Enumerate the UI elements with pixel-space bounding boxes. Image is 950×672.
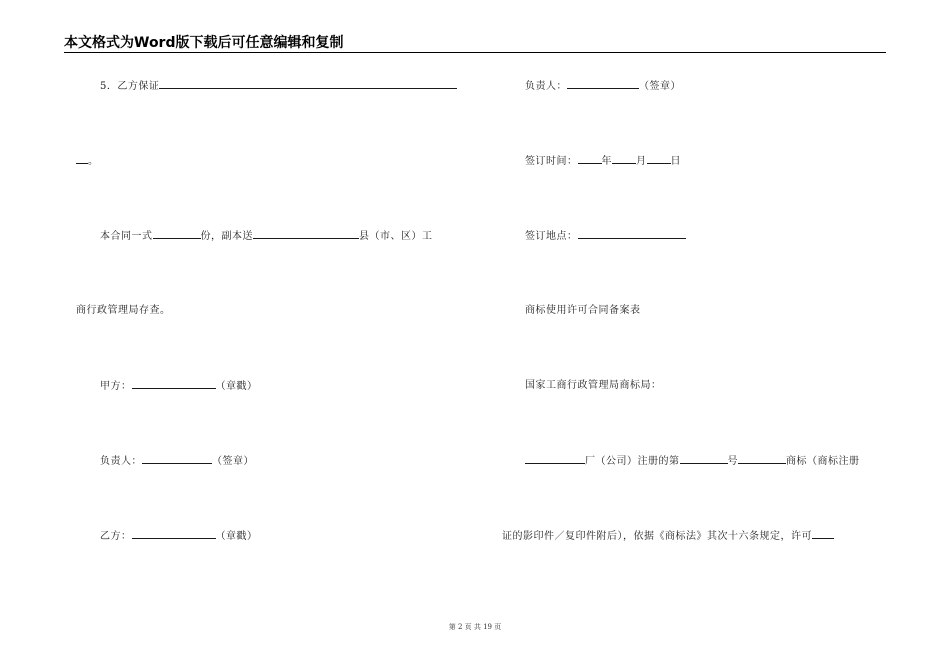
clause-5-line (100, 79, 457, 94)
year-label: 年 (601, 156, 612, 167)
blank-field (525, 454, 585, 464)
sign-time-label: 签订时间： (525, 156, 578, 167)
blank-field (132, 529, 216, 539)
copies-continuation: 商行政管理局存查。 (76, 305, 171, 316)
party-a-label: 甲方： (100, 381, 132, 392)
blank-field (738, 454, 786, 464)
blank-field (153, 229, 201, 239)
blank-field (159, 79, 457, 89)
responsible-label: 负责人： (100, 456, 142, 467)
blank-field (142, 454, 212, 464)
form-title: 商标使用许可合同备案表 (525, 305, 641, 316)
clause-5-label: 5．乙方保证 (100, 81, 160, 92)
registration-text-1: 厂（公司）注册的第 (585, 456, 680, 467)
addressee-line: 国家工商行政管理局商标局： (525, 380, 662, 391)
registration-cont-text: 证的影印件／复印件附后），依据《商标法》其次十六条规定，许可 (502, 531, 812, 542)
responsible-sign: （签章） (639, 81, 681, 92)
day-label: 日 (670, 156, 681, 167)
header-rule (64, 52, 886, 53)
party-b-label: 乙方： (100, 531, 132, 542)
blank-field (812, 529, 834, 539)
sign-place-line (525, 229, 686, 244)
registration-text-2: 号 (727, 456, 738, 467)
copies-text-3: 县（市、区）工 (359, 231, 433, 242)
clause-5-end: 。 (88, 156, 99, 167)
copies-text-1: 本合同一式 (100, 231, 153, 242)
blank-field (253, 229, 359, 239)
blank-field (578, 229, 686, 239)
left-responsible-line (100, 454, 254, 469)
party-b-line (100, 529, 258, 544)
party-a-line (100, 379, 258, 394)
clause-5-continuation (76, 154, 99, 169)
party-b-seal: （章戳） (215, 531, 258, 542)
blank-field (680, 454, 728, 464)
sign-place-label: 签订地点： (525, 231, 578, 242)
registration-continuation (502, 529, 834, 544)
right-responsible-line (525, 79, 681, 94)
copies-line (100, 229, 433, 244)
sign-time-line (525, 154, 681, 169)
blank-field (76, 154, 88, 164)
blank-field (647, 154, 671, 164)
registration-text-3: 商标（商标注册 (786, 456, 860, 467)
party-a-seal: （章戳） (215, 381, 258, 392)
page-header-title: 本文格式为Word版下载后可任意编辑和复制 (64, 35, 344, 51)
registration-line (525, 454, 860, 469)
responsible-label: 负责人： (525, 81, 567, 92)
blank-field (567, 79, 639, 89)
page-number: 第 2 页 共 19 页 (448, 623, 502, 631)
blank-field (132, 379, 216, 389)
blank-field (578, 154, 602, 164)
blank-field (612, 154, 636, 164)
responsible-sign: （签章） (212, 456, 254, 467)
copies-text-2: 份，副本送 (200, 231, 253, 242)
month-label: 月 (636, 156, 647, 167)
